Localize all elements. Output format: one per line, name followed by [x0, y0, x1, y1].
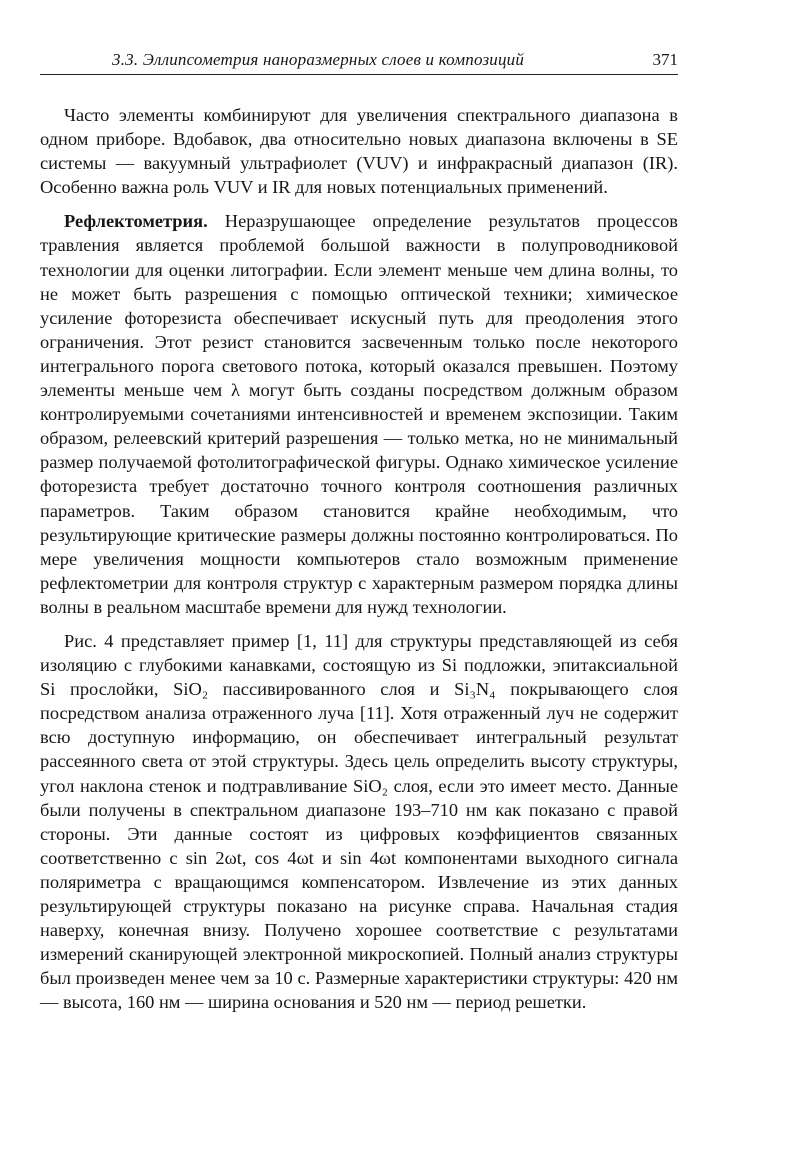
paragraph-spectral-range — [40, 103, 678, 199]
running-header — [40, 48, 678, 75]
paragraph-text: Часто элементы комбинируют для увеличения спектрального диапазона в одном приборе. Вдобавок, два относительно новых диапазона включены в SE системы — вакуумный ультрафиолет (VUV) и инфракрасный диапазон (IR). Особенно важна роль VUV и IR для новых потенциальных применений. — [40, 105, 678, 198]
paragraph-reflectometry — [40, 209, 678, 619]
paragraph-text: Неразрушающее определение результатов процессов травления является проблемой большой важности в полупроводниковой технологии для оценки литографии. Если элемент меньше чем длина волны, то не может быть разрешения с помощью оптической техники; химическое усиление фоторезиста обеспечивает искусный путь для преодоления этого ограничения. Этот резист становится засвеченным только после некоторого интегрального порога светового потока, который оказался превышен. Поэтому элементы меньше чем λ могут быть созданы посредством должным образом контролируемыми сочетаниями интенсивностей и временем экспозиции. Таким образом, релеевский критерий разрешения — только метка, но не минимальный размер получаемой фотолитографической фигуры. Однако химическое усиление фоторезиста требует достаточно точного контроля соотношения различных параметров. Таким образом становится крайне необходимым, что результирующие критические размеры должны постоянно контролироваться. По мере увеличения мощности компьютеров стало возможным применение рефлектометрии для контроля структур с характерным размером порядка длины волны в реальном масштабе времени для нужд технологии. — [40, 211, 678, 617]
paragraph-lead-heading: Рефлектометрия. — [64, 211, 208, 232]
body-text — [40, 103, 678, 1014]
paragraph-text: Рис. 4 представляет пример [1, 11] для структуры представляющей из себя изоляцию с глубокими канавками, состоящую из Si подложки, эпитаксиальной Si прослойки, SiO₂ пассивированного слоя и Si₃N₄ покрывающего слоя посредством анализа отраженного луча [11]. Хотя отраженный луч не содержит всю доступную информацию, он обеспечивает интегральный результат рассеянного света от этой структуры. Здесь цель определить высоту структуры, угол наклона стенок и подтравливание SiO₂ слоя, если это имеет место. Данные были получены в спектральном диапазоне 193–710 нм как показано с правой стороны. Эти данные состоят из цифровых коэффициентов связанных соответственно с sin 2ωt, cos 4ωt и sin 4ωt компонентами выходного сигнала поляриметра с вращающимся компенсатором. Извлечение из этих данных результирующей структуры показано на рисунке справа. Начальная стадия наверху, конечная внизу. Получено хорошее соответствие с результатами измерений сканирующей электронной микроскопией. Полный анализ структуры был произведен менее чем за 10 с. Размерные характеристики структуры: 420 нм — высота, 160 нм — ширина основания и 520 нм — период решетки. — [40, 630, 678, 1013]
paragraph-figure-example — [40, 629, 678, 1015]
book-page — [40, 48, 678, 1024]
page-number: 371 — [652, 50, 678, 69]
section-title: 3.3. Эллипсометрия наноразмерных слоев и композиций — [112, 50, 525, 69]
